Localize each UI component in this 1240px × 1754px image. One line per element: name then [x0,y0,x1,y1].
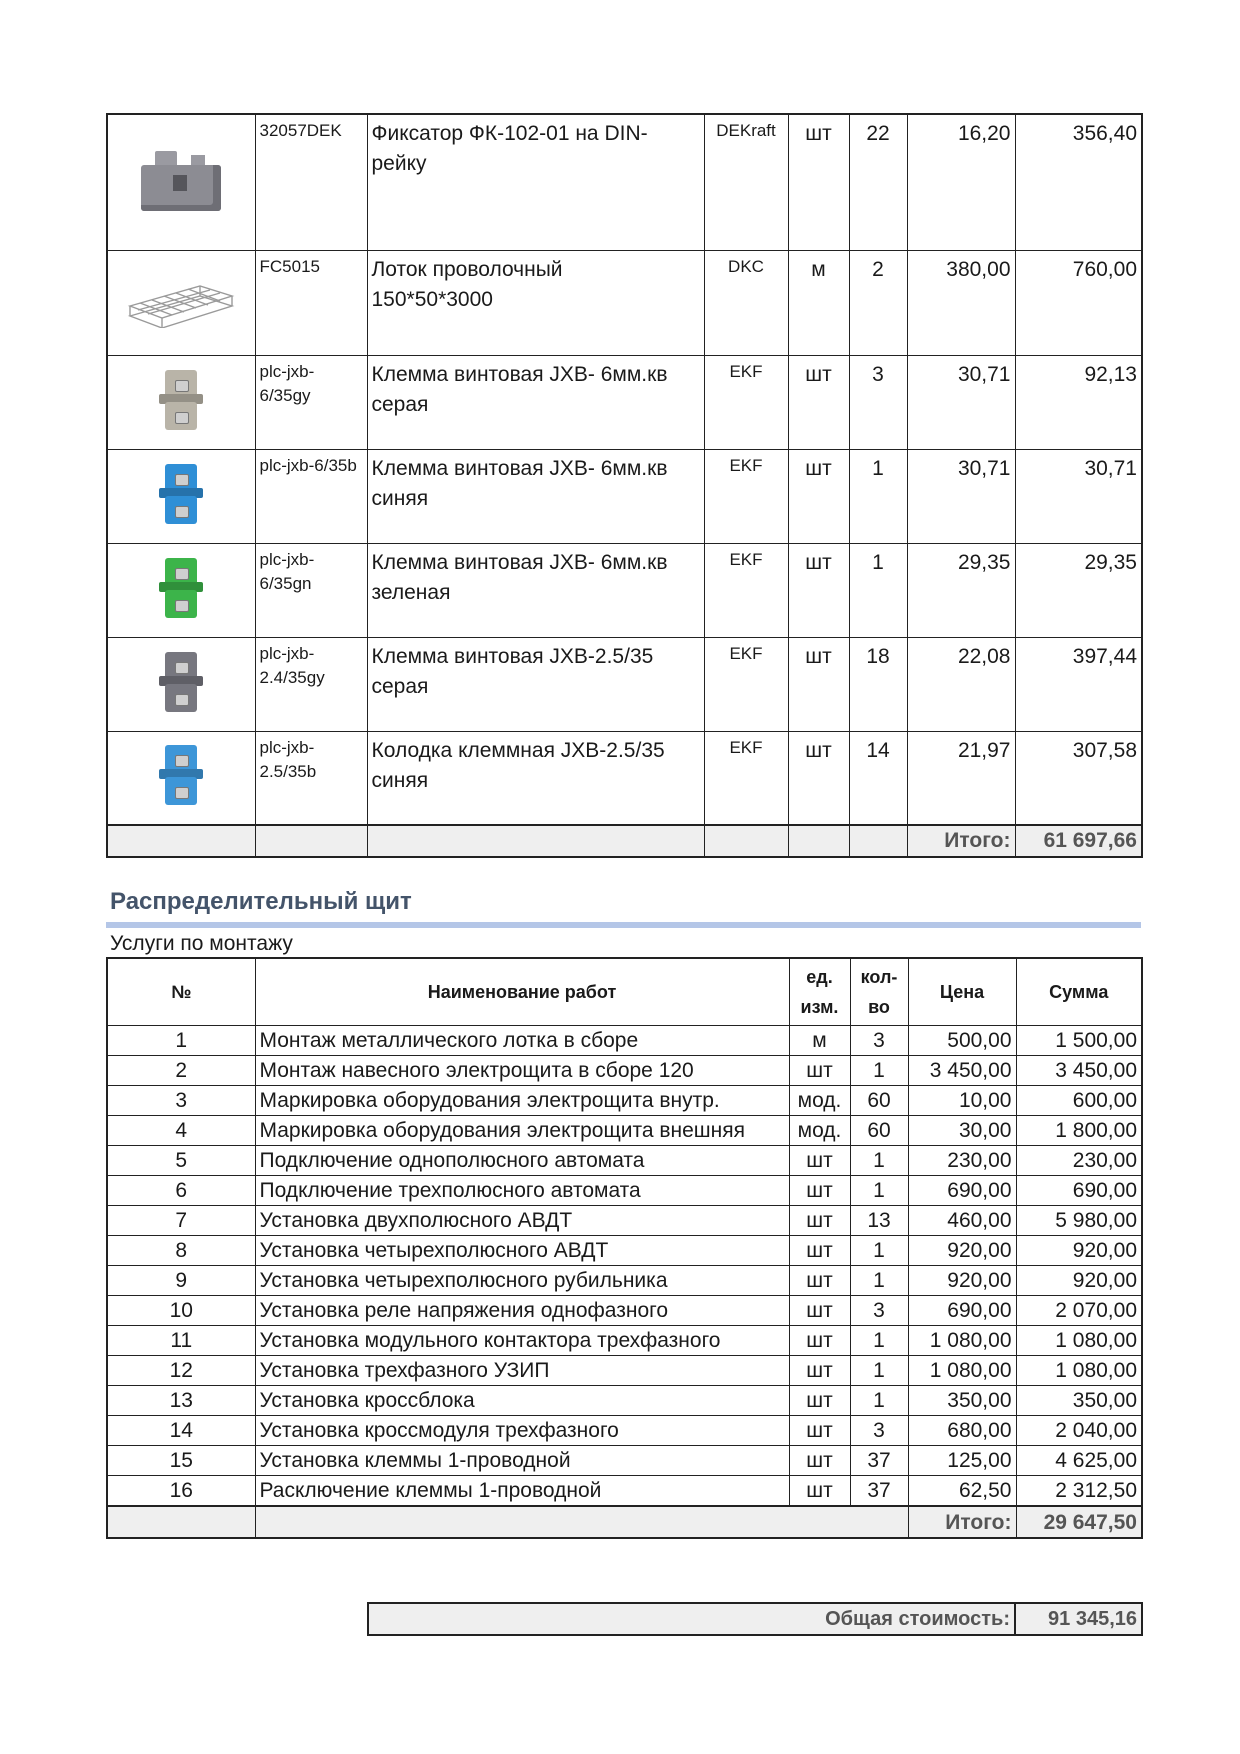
product-code-line: plc-jxb- [259,643,315,663]
service-name: Установка трехфазного УЗИП [255,1356,789,1386]
service-unit: мод. [789,1116,850,1146]
section-title: Распределительный щит [110,888,412,915]
product-image-cell [107,355,255,449]
service-name: Расключение клеммы 1-проводной [255,1476,789,1507]
service-name: Установка модульного контактора трехфазного [255,1326,789,1356]
service-row [107,1116,1142,1146]
service-sum: 5 980,00 [1016,1206,1142,1236]
product-unit: шт [788,637,849,731]
service-name: Установка реле напряжения однофазного [255,1296,789,1326]
product-brand: EKF [704,637,788,731]
product-code [255,355,367,449]
product-unit: шт [788,355,849,449]
product-code-line: plc-jxb- [259,361,315,381]
product-row [107,114,1142,250]
service-number: 14 [107,1416,255,1446]
service-row [107,1386,1142,1416]
product-qty: 2 [849,250,907,355]
service-price: 350,00 [908,1386,1016,1416]
grand-total-table [367,1602,1143,1636]
header-sum: Сумма [1016,958,1142,1026]
service-qty: 37 [850,1446,908,1476]
service-unit: шт [789,1446,850,1476]
service-qty: 60 [850,1086,908,1116]
product-code-line: 6/35gn [259,573,312,593]
product-name-line: Колодка клеммная JXB-2.5/35 [371,738,665,762]
service-number: 8 [107,1236,255,1266]
product-brand: EKF [704,731,788,825]
service-number: 15 [107,1446,255,1476]
product-row [107,637,1142,731]
service-price: 690,00 [908,1176,1016,1206]
services-table [106,957,1143,1539]
products-total-value: 61 697,66 [1015,825,1142,857]
service-number: 6 [107,1176,255,1206]
service-unit: шт [789,1296,850,1326]
product-image-cell [107,731,255,825]
product-brand: EKF [704,449,788,543]
product-image-cell [107,543,255,637]
service-row [107,1476,1142,1507]
service-qty: 60 [850,1116,908,1146]
service-name: Установка клеммы 1-проводной [255,1446,789,1476]
product-sum: 397,44 [1015,637,1142,731]
service-qty: 1 [850,1386,908,1416]
service-price: 920,00 [908,1266,1016,1296]
service-name: Установка двухполюсного АВДТ [255,1206,789,1236]
product-code-line: 2.5/35b [259,761,317,781]
products-table [106,113,1143,858]
service-number: 16 [107,1476,255,1507]
header-name: Наименование работ [255,958,789,1026]
product-sum: 92,13 [1015,355,1142,449]
product-name-line: 150*50*3000 [371,287,493,311]
service-price: 1 080,00 [908,1326,1016,1356]
header-price: Цена [908,958,1016,1026]
product-price: 22,08 [907,637,1015,731]
service-row [107,1026,1142,1056]
product-code [255,449,367,543]
service-name: Установка кроссмодуля трехфазного [255,1416,789,1446]
service-sum: 690,00 [1016,1176,1142,1206]
service-qty: 1 [850,1146,908,1176]
service-sum: 2 312,50 [1016,1476,1142,1507]
terminal-block-image [159,743,203,807]
product-qty: 14 [849,731,907,825]
product-unit: шт [788,543,849,637]
grand-total-value: 91 345,16 [1015,1603,1142,1635]
product-row [107,543,1142,637]
service-qty: 1 [850,1326,908,1356]
service-row [107,1446,1142,1476]
product-code [255,731,367,825]
services-caption: Услуги по монтажу [110,932,293,955]
service-price: 460,00 [908,1206,1016,1236]
product-image-cell [107,114,255,250]
service-number: 4 [107,1116,255,1146]
header-unit-line: изм. [800,997,839,1017]
product-price: 380,00 [907,250,1015,355]
service-price: 62,50 [908,1476,1016,1507]
terminal-block-image [159,462,203,526]
grand-total-row [368,1603,1142,1635]
product-code: 32057DEK [255,114,367,250]
product-price: 16,20 [907,114,1015,250]
service-name: Монтаж навесного электрощита в сборе 120 [255,1056,789,1086]
service-sum: 600,00 [1016,1086,1142,1116]
terminal-block-image [159,650,203,714]
products-total-row [107,825,1142,857]
service-qty: 1 [850,1236,908,1266]
service-sum: 920,00 [1016,1266,1142,1296]
product-brand: EKF [704,355,788,449]
service-qty: 3 [850,1026,908,1056]
service-price: 690,00 [908,1296,1016,1326]
product-image-cell [107,449,255,543]
service-unit: шт [789,1056,850,1086]
product-name-line: синяя [371,486,429,510]
product-price: 30,71 [907,355,1015,449]
header-unit-line: ед. [806,967,833,987]
grand-total-label: Общая стоимость: [368,1603,1015,1635]
product-name [367,250,704,355]
service-price: 3 450,00 [908,1056,1016,1086]
service-qty: 13 [850,1206,908,1236]
service-unit: шт [789,1146,850,1176]
product-code [255,637,367,731]
terminal-block-image [159,556,203,620]
service-price: 125,00 [908,1446,1016,1476]
service-unit: шт [789,1386,850,1416]
service-name: Установка четырехполюсного АВДТ [255,1236,789,1266]
product-row [107,449,1142,543]
service-row [107,1236,1142,1266]
header-qty [850,958,908,1026]
services-total-label: Итого: [908,1506,1016,1538]
header-qty-line: во [868,997,890,1017]
product-price: 29,35 [907,543,1015,637]
service-sum: 2 070,00 [1016,1296,1142,1326]
service-qty: 3 [850,1296,908,1326]
product-name-line: серая [371,674,429,698]
service-unit: шт [789,1176,850,1206]
service-unit: шт [789,1236,850,1266]
din-rail-clamp-image [129,145,233,215]
service-name: Маркировка оборудования электрощита внешняя [255,1116,789,1146]
product-unit: шт [788,731,849,825]
service-number: 3 [107,1086,255,1116]
product-name-line: Клемма винтовая JXB- 6мм.кв [371,362,668,386]
product-sum: 760,00 [1015,250,1142,355]
product-image-cell [107,637,255,731]
service-row [107,1146,1142,1176]
product-name [367,449,704,543]
service-price: 680,00 [908,1416,1016,1446]
wire-cable-tray-image [126,272,236,328]
product-unit: м [788,250,849,355]
service-number: 2 [107,1056,255,1086]
service-price: 30,00 [908,1116,1016,1146]
product-qty: 1 [849,449,907,543]
header-unit [789,958,850,1026]
service-sum: 350,00 [1016,1386,1142,1416]
service-row [107,1326,1142,1356]
service-unit: м [789,1026,850,1056]
service-sum: 1 500,00 [1016,1026,1142,1056]
service-sum: 1 080,00 [1016,1356,1142,1386]
product-name-line: серая [371,392,429,416]
product-sum: 307,58 [1015,731,1142,825]
service-row [107,1176,1142,1206]
product-row [107,355,1142,449]
product-unit: шт [788,449,849,543]
service-price: 500,00 [908,1026,1016,1056]
product-sum: 30,71 [1015,449,1142,543]
service-name: Маркировка оборудования электрощита внутр. [255,1086,789,1116]
product-brand: DEKraft [704,114,788,250]
product-name-line: синяя [371,768,429,792]
service-price: 920,00 [908,1236,1016,1266]
service-number: 13 [107,1386,255,1416]
product-name [367,543,704,637]
product-name [367,114,704,250]
product-brand: EKF [704,543,788,637]
service-qty: 3 [850,1416,908,1446]
service-number: 5 [107,1146,255,1176]
service-qty: 1 [850,1176,908,1206]
service-name: Подключение трехполюсного автомата [255,1176,789,1206]
services-total-row [107,1506,1142,1538]
service-unit: шт [789,1356,850,1386]
section-divider [106,922,1141,928]
header-num: № [107,958,255,1026]
service-unit: шт [789,1206,850,1236]
service-price: 230,00 [908,1146,1016,1176]
service-number: 7 [107,1206,255,1236]
product-row [107,731,1142,825]
service-name: Установка кроссблока [255,1386,789,1416]
service-name: Монтаж металлического лотка в сборе [255,1026,789,1056]
product-name-line: рейку [371,152,427,175]
service-row [107,1356,1142,1386]
service-number: 1 [107,1026,255,1056]
product-qty: 22 [849,114,907,250]
service-number: 12 [107,1356,255,1386]
service-row [107,1086,1142,1116]
product-brand: DKC [704,250,788,355]
service-sum: 3 450,00 [1016,1056,1142,1086]
product-name-line: Клемма винтовая JXB- 6мм.кв [371,456,668,480]
product-name [367,731,704,825]
product-code-line: plc-jxb- [259,737,315,757]
service-row [107,1056,1142,1086]
service-unit: мод. [789,1086,850,1116]
product-unit: шт [788,114,849,250]
product-code-line: plc-jxb- [259,549,315,569]
product-name-line: Фиксатор ФК-102-01 на DIN- [371,122,648,145]
service-name: Установка четырехполюсного рубильника [255,1266,789,1296]
product-qty: 3 [849,355,907,449]
service-qty: 1 [850,1056,908,1086]
service-qty: 1 [850,1356,908,1386]
product-name [367,637,704,731]
product-sum: 356,40 [1015,114,1142,250]
product-price: 21,97 [907,731,1015,825]
service-sum: 230,00 [1016,1146,1142,1176]
service-row [107,1296,1142,1326]
product-qty: 18 [849,637,907,731]
service-sum: 920,00 [1016,1236,1142,1266]
products-total-label: Итого: [907,825,1015,857]
service-sum: 1 800,00 [1016,1116,1142,1146]
service-number: 10 [107,1296,255,1326]
product-code-line: 6/35gy [259,385,311,405]
service-unit: шт [789,1326,850,1356]
service-unit: шт [789,1476,850,1507]
product-code-line: 2.4/35gy [259,667,325,687]
service-sum: 2 040,00 [1016,1416,1142,1446]
product-qty: 1 [849,543,907,637]
product-code-line: plc-jxb-6/35b [259,455,357,475]
product-image-cell [107,250,255,355]
product-name-line: Клемма винтовая JXB-2.5/35 [371,644,654,668]
service-number: 11 [107,1326,255,1356]
service-qty: 37 [850,1476,908,1507]
header-qty-line: кол- [860,967,898,987]
service-sum: 4 625,00 [1016,1446,1142,1476]
services-header-row [107,958,1142,1026]
service-number: 9 [107,1266,255,1296]
product-sum: 29,35 [1015,543,1142,637]
product-name-line: Лоток проволочный [371,257,563,281]
product-name-line: зеленая [371,580,451,604]
service-unit: шт [789,1266,850,1296]
product-code [255,543,367,637]
service-price: 1 080,00 [908,1356,1016,1386]
service-sum: 1 080,00 [1016,1326,1142,1356]
service-name: Подключение однополюсного автомата [255,1146,789,1176]
product-code: FC5015 [255,250,367,355]
service-qty: 1 [850,1266,908,1296]
terminal-block-image [159,368,203,432]
product-price: 30,71 [907,449,1015,543]
service-row [107,1416,1142,1446]
service-row [107,1206,1142,1236]
services-total-value: 29 647,50 [1016,1506,1142,1538]
service-price: 10,00 [908,1086,1016,1116]
services-body [107,1026,1142,1507]
product-row [107,250,1142,355]
product-name-line: Клемма винтовая JXB- 6мм.кв [371,550,668,574]
product-name [367,355,704,449]
service-unit: шт [789,1416,850,1446]
service-row [107,1266,1142,1296]
